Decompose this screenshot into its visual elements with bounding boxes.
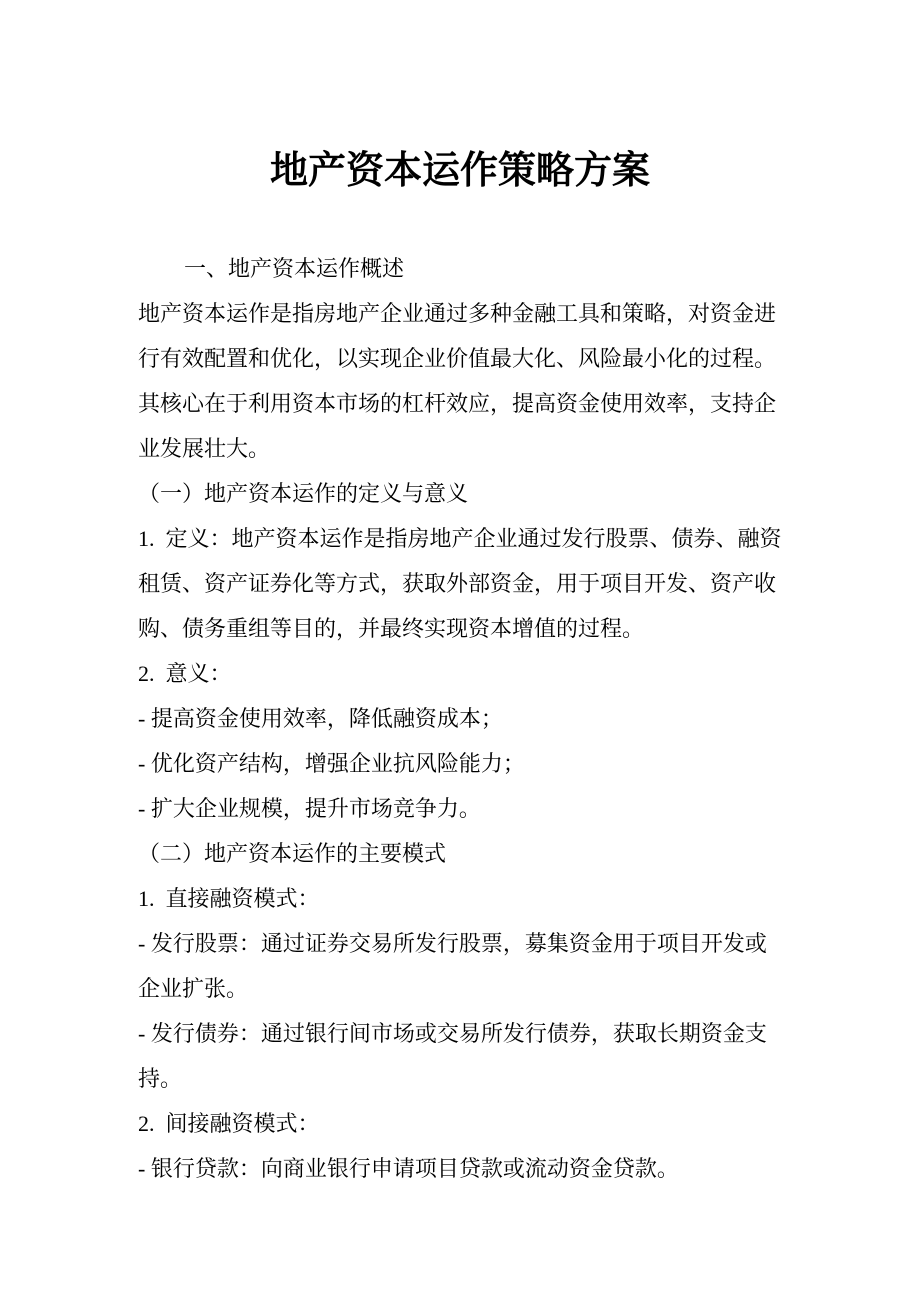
numbered-item: 1. 直接融资模式： (138, 886, 320, 911)
text-line: 持。 (138, 1066, 183, 1091)
text-line: 租赁、资产证券化等方式，获取外部资金，用于项目开发、资产收 (138, 571, 777, 596)
bullet-item: - 发行股票：通过证券交易所发行股票，募集资金用于项目开发或 (138, 931, 767, 956)
subsection-heading: （一）地产资本运作的定义与意义 (138, 481, 469, 506)
text-line: 地产资本运作是指房地产企业通过多种金融工具和策略，对资金进 (138, 301, 777, 326)
document-body (0, 246, 920, 1191)
bullet-item: - 扩大企业规模，提升市场竞争力。 (138, 796, 481, 821)
subsection-heading: （二）地产资本运作的主要模式 (138, 841, 447, 866)
bullet-item: - 发行债券：通过银行间市场或交易所发行债券，获取长期资金支 (138, 1021, 767, 1046)
text-line: 业发展壮大。 (138, 436, 271, 461)
text-line: 购、债务重组等目的，并最终实现资本增值的过程。 (138, 616, 645, 641)
text-line: 企业扩张。 (138, 976, 249, 1001)
section-heading: 一、地产资本运作概述 (184, 256, 405, 281)
numbered-item: 1. 定义：地产资本运作是指房地产企业通过发行股票、债券、融资 (138, 526, 782, 551)
numbered-item: 2. 间接融资模式： (138, 1111, 320, 1136)
bullet-item: - 提高资金使用效率，降低融资成本； (138, 706, 503, 731)
bullet-item: - 优化资产结构，增强企业抗风险能力； (138, 751, 525, 776)
text-line: 其核心在于利用资本市场的杠杆效应，提高资金使用效率，支持企 (138, 391, 777, 416)
bullet-item: - 银行贷款：向商业银行申请项目贷款或流动资金贷款。 (138, 1156, 679, 1181)
document-title: 地产资本运作策略方案 (269, 150, 650, 192)
numbered-item: 2. 意义： (138, 661, 232, 686)
text-line: 行有效配置和优化，以实现企业价值最大化、风险最小化的过程。 (138, 346, 777, 371)
